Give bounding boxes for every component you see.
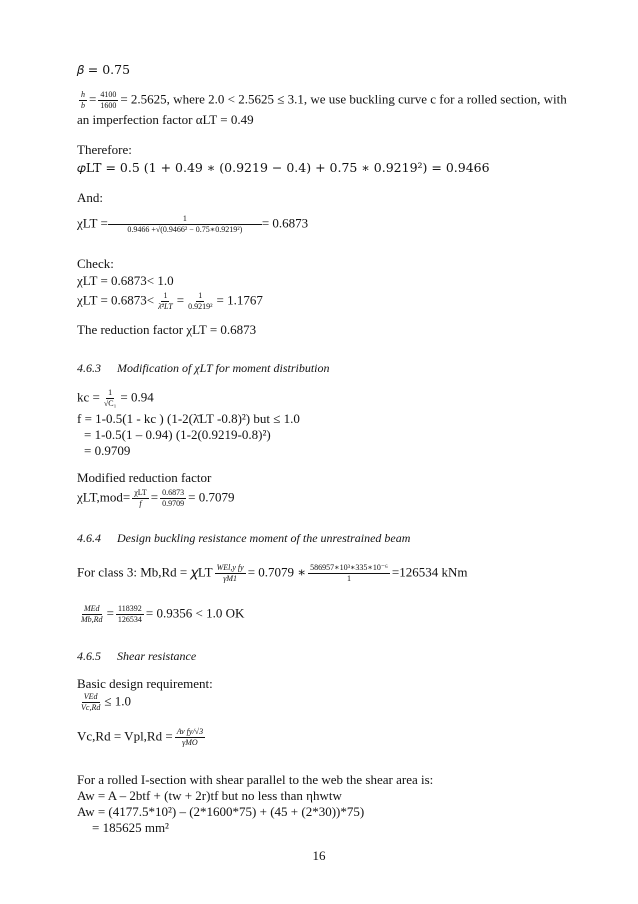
section-heading-4-6-5: 4.6.5 Shear resistance: [77, 649, 197, 663]
kc-fraction: $\frac{1}{\text{√C₁}}$: [103, 388, 117, 408]
mb-rd-equation: For class 3: Mb,Rd = 𝜒LT $\frac{\text{WEl,y fy}}{\gamma M1}$ = 0.7079 ∗ $\frac{\text{586957∗10³∗335∗10⁻⁶}}{1}$ =126534 kNm: [77, 563, 468, 583]
utilisation-check: $\frac{\text{MEd}}{Mb,Rd}$ = $\frac{118392}{126534}$ = 0.9356 < 1.0 OK: [81, 604, 245, 624]
check-line-1: χLT = 0.6873< 1.0: [77, 273, 174, 288]
chi-fraction: $\frac{1}{\text{0.9466 +√(0.9466² − 0.75∗0.9219²)}}$: [110, 214, 260, 235]
check-label: Check:: [77, 256, 114, 271]
chi-mod-equation: χLT,mod= $\frac{\text{χLT}}{f}$ = $\frac{0.6873}{0.9709}$ = 0.7079: [77, 488, 235, 508]
check2-fraction-2: $\frac{1}{\text{0.9219²}}$: [188, 291, 213, 311]
phi-equation: 𝜑LT = 0.5 (1 + 0.49 ∗ (0.9219 − 0.4) + 0.75 ∗ 0.9219²) = 0.9466: [77, 160, 490, 175]
basic-requirement-label: Basic design requirement:: [77, 676, 213, 691]
check-line-2: χLT = 0.6873< $\frac{1}{\text{λ̄²LT}}$ = $\frac{1}{\text{0.9219²}}$ = 1.1767: [77, 291, 263, 311]
beta-line: 𝛽 = 0.75: [77, 62, 131, 77]
f-equation-2: = 1-0.5(1 – 0.94) (1-2(0.9219-0.8)²): [84, 427, 271, 442]
and-label: And:: [77, 190, 103, 205]
hb-ratio-line: $\frac{h}{b}$ = $\frac{4100}{1600}$ = 2.5625, where 2.0 < 2.5625 ≤ 3.1, we use buckling curve c for a rolled section, with: [81, 90, 567, 110]
ved-vcrd-fraction: $\frac{\text{VEd}}{Vc,Rd}$: [81, 692, 101, 712]
imperfection-line: an imperfection factor αLT = 0.49: [77, 112, 254, 127]
chi-mod-fraction-2: $\frac{0.6873}{0.9709}$: [162, 488, 185, 508]
page-number: 16: [312, 848, 326, 863]
shear-area-substitution: Aw = (4177.5*10²) – (2*1600*75) + (45 + (2*30))*75): [77, 804, 365, 819]
rolled-section-text: For a rolled I-section with shear parallel to the web the shear area is:: [77, 772, 434, 787]
vc-rd-fraction: $\frac{\text{Av fy/√3}}{\text{γMO}}$: [176, 727, 204, 747]
mb-fraction-2: $\frac{\text{586957∗10³∗335∗10⁻⁶}}{1}$: [310, 563, 388, 583]
shear-area-formula: Aw = A – 2btf + (tw + 2r)tf but no less than ηhwtw: [77, 788, 342, 803]
section-heading-4-6-4: 4.6.4 Design buckling resistance moment of the unrestrained beam: [77, 531, 411, 545]
shear-area-result: = 185625 mm²: [92, 820, 169, 835]
hb-result: = 2.5625, where 2.0 < 2.5625 ≤ 3.1, we use buckling curve c for a rolled section, with: [120, 91, 567, 107]
shear-requirement: $\frac{\text{VEd}}{Vc,Rd}$ ≤ 1.0: [81, 692, 131, 712]
therefore-label: Therefore:: [77, 142, 132, 157]
hb-value-fraction: $\frac{4100}{1600}$: [100, 90, 117, 110]
vc-rd-equation: Vc,Rd = Vpl,Rd = $\frac{\text{Av fy/√3}}{\text{γMO}}$: [77, 727, 204, 747]
hb-fraction: $\frac{h}{b}$: [81, 90, 85, 110]
f-equation-1: f = 1-0.5(1 - kc ) (1-2(λ̄LT -0.8)²) but ≤ 1.0: [77, 411, 300, 426]
check2-fraction-1: $\frac{1}{\text{λ̄²LT}}$: [158, 291, 173, 311]
section-heading-4-6-3: 4.6.3 Modification of χLT for moment distribution: [77, 361, 330, 375]
modified-label: Modified reduction factor: [77, 470, 212, 485]
chi-equation: χLT = $\frac{1}{\text{0.9466 +√(0.9466² − 0.75∗0.9219²)}}$ = 0.6873: [77, 214, 309, 234]
reduction-factor-line: The reduction factor χLT = 0.6873: [77, 322, 257, 337]
f-equation-3: = 0.9709: [84, 443, 131, 458]
chi-mod-fraction-1: $\frac{\text{χLT}}{f}$: [134, 488, 147, 508]
med-mbrd-fraction: $\frac{\text{MEd}}{Mb,Rd}$: [81, 604, 103, 624]
mb-fraction-1: $\frac{\text{WEl,y fy}}{\gamma M1}$: [216, 563, 244, 583]
kc-equation: kc = $\frac{1}{\text{√C₁}}$ = 0.94: [77, 388, 154, 408]
utilisation-value-fraction: $\frac{118392}{126534}$: [117, 604, 142, 624]
